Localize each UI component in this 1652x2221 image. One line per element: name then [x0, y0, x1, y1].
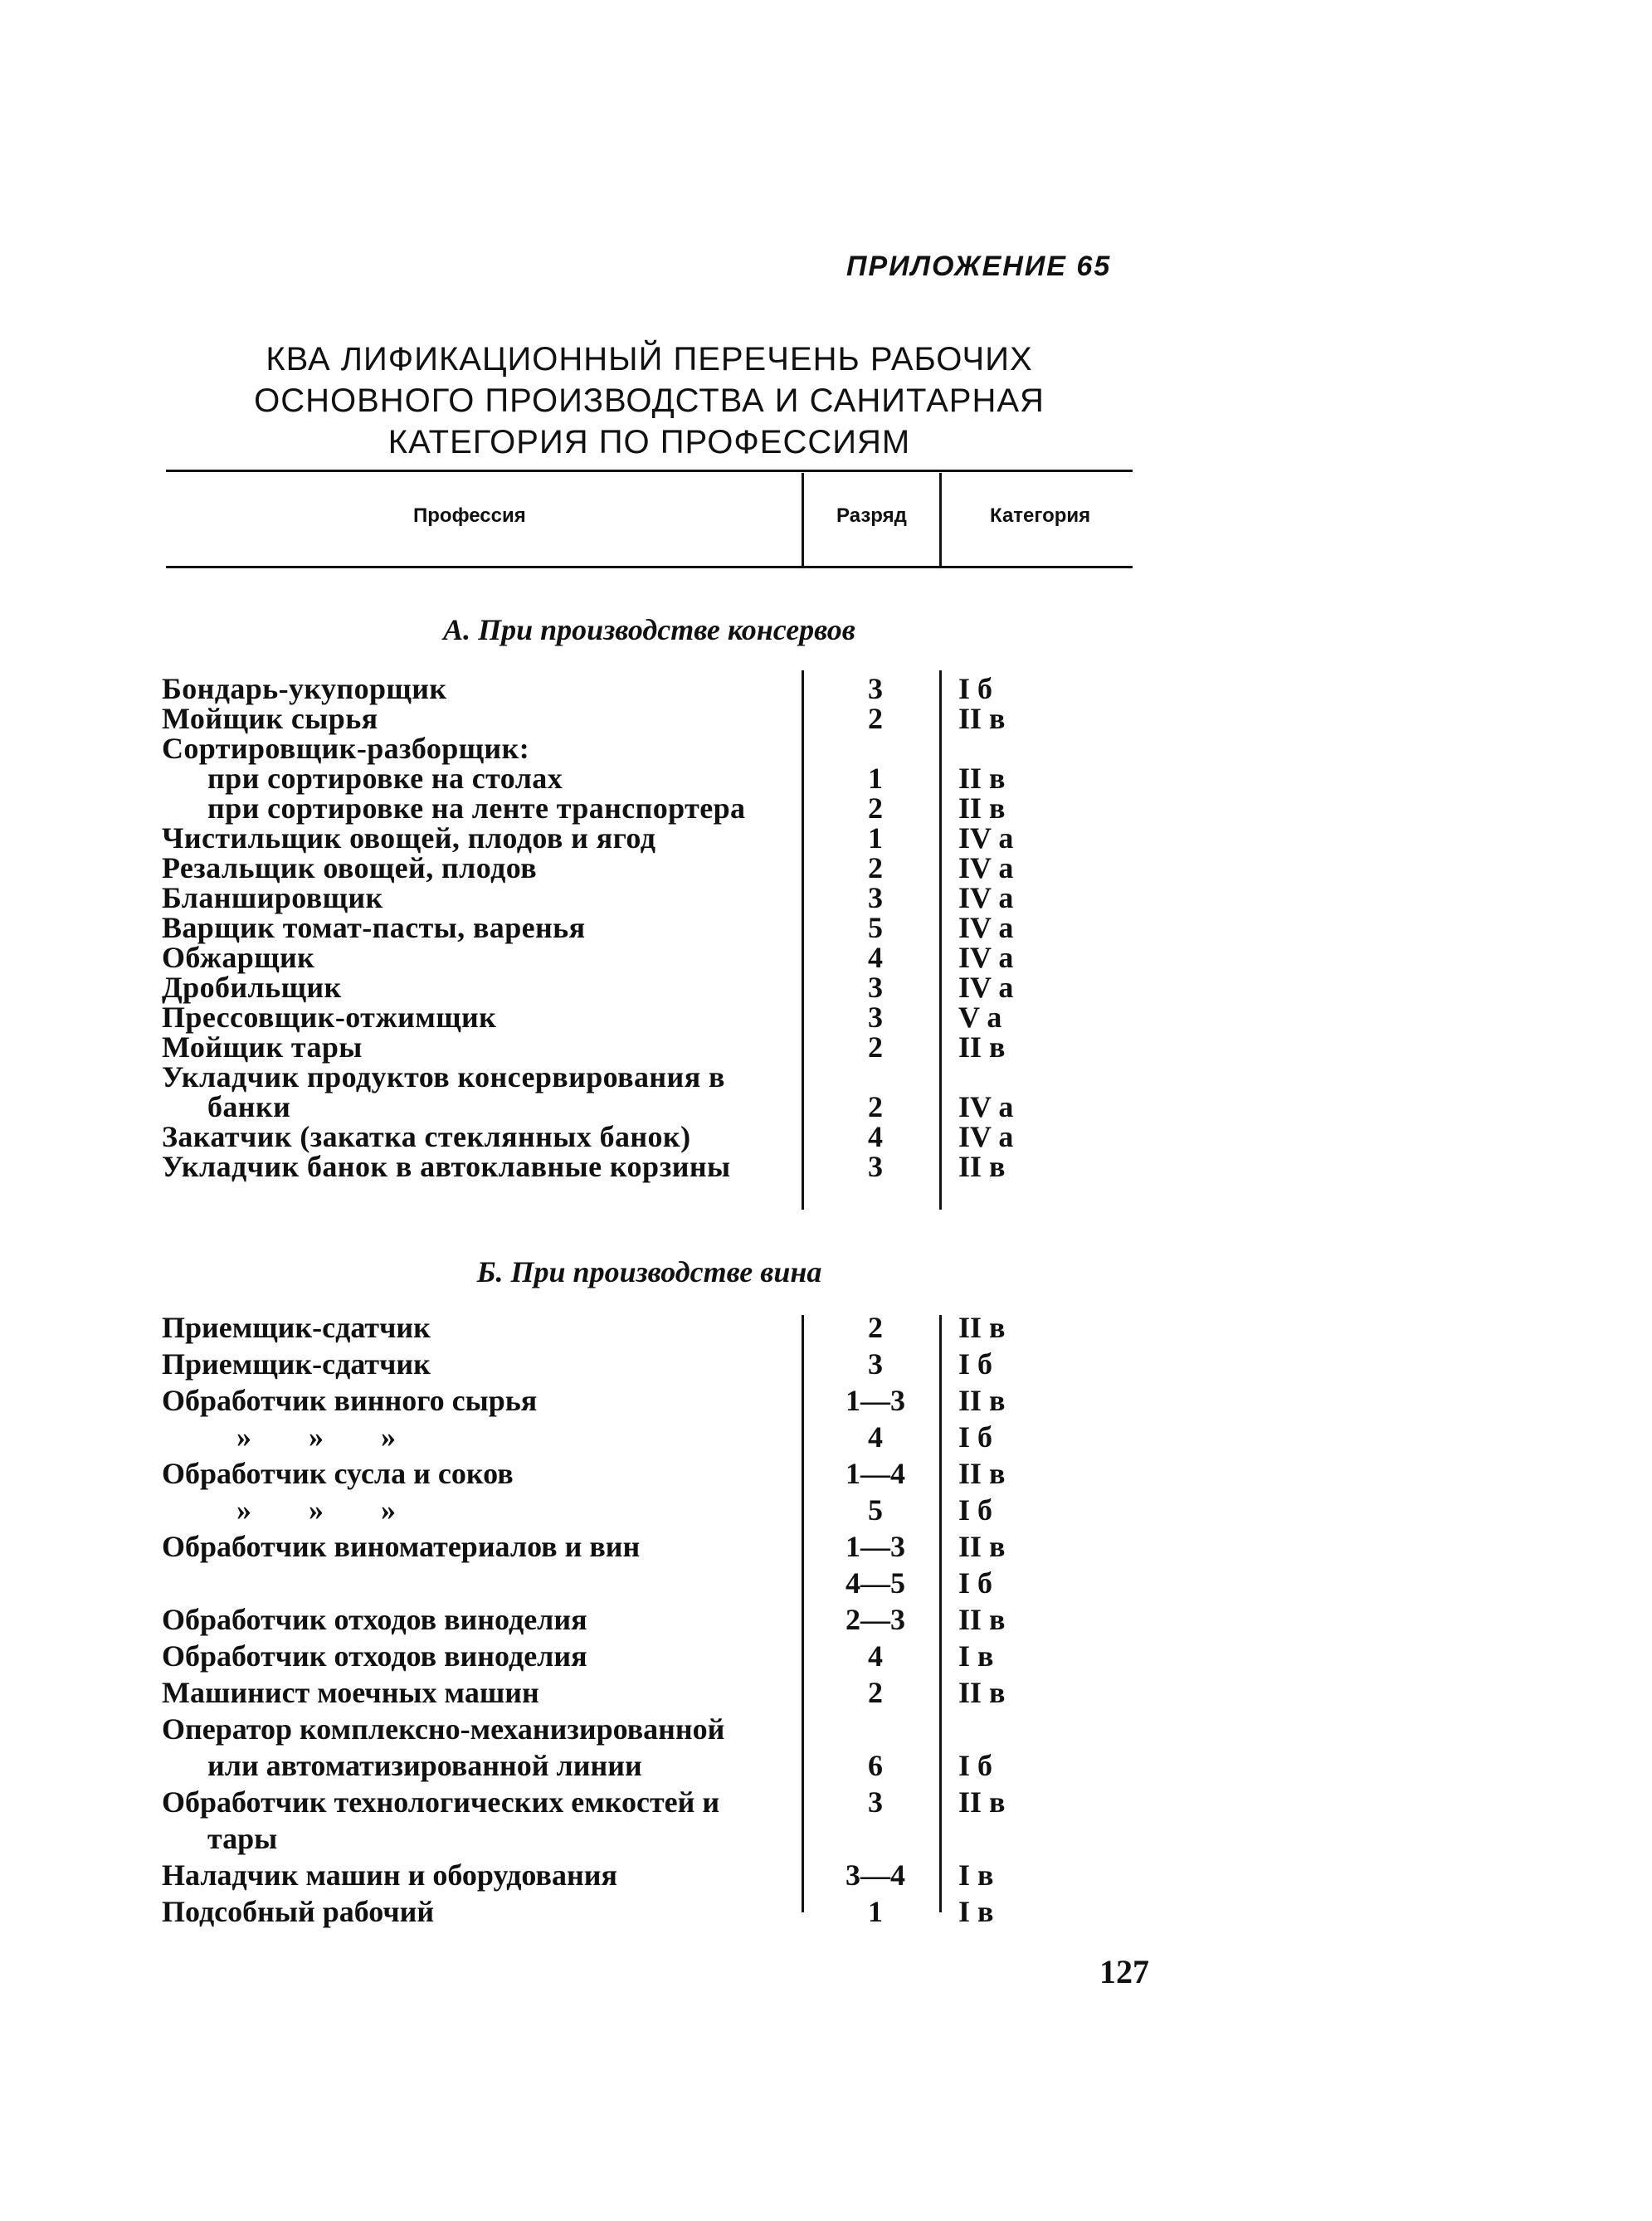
profession-name: или автоматизированной линии	[207, 1749, 642, 1782]
grade-value: 5	[868, 911, 883, 944]
grade-value: 2	[868, 1311, 883, 1344]
grade-value: 3	[868, 1150, 883, 1183]
profession-name: Мойщик тары	[162, 1030, 363, 1064]
table-row	[0, 763, 1652, 793]
category-value: II в	[958, 702, 1006, 735]
table-row	[0, 1605, 1652, 1641]
profession-name: Обработчик технологических емкостей и	[162, 1785, 720, 1819]
grade-value: 1—4	[845, 1457, 905, 1490]
category-value: II в	[958, 1150, 1006, 1183]
grade-value: 2—3	[845, 1603, 905, 1636]
grade-value: 1	[868, 1895, 883, 1928]
profession-name: при сортировке на столах	[207, 762, 563, 795]
category-value: IV а	[958, 941, 1014, 974]
grade-value: 1—3	[845, 1384, 905, 1417]
ditto-marks: » » »	[236, 1493, 396, 1527]
category-value: IV а	[958, 821, 1014, 855]
table-row	[0, 913, 1652, 942]
section-a-title: А. При производстве консервов	[443, 613, 855, 646]
category-value: II в	[958, 1030, 1006, 1064]
profession-name: Обработчик отходов виноделия	[162, 1603, 587, 1636]
category-value: IV а	[958, 1120, 1014, 1153]
profession-name: Приемщик-сдатчик	[162, 1311, 431, 1344]
category-value: I б	[958, 1493, 993, 1527]
table-row	[0, 1678, 1652, 1714]
profession-name: Обработчик виноматериалов и вин	[162, 1530, 641, 1563]
header-divider	[802, 473, 804, 566]
grade-value: 3	[868, 881, 883, 914]
section-b-rows	[0, 1313, 1652, 1933]
profession-name: Бондарь-укупорщик	[162, 672, 447, 705]
profession-name: при сортировке на ленте транспортера	[207, 791, 746, 825]
category-value: II в	[958, 1785, 1006, 1819]
header-divider	[939, 473, 942, 566]
grade-value: 4—5	[845, 1566, 905, 1600]
category-value: I б	[958, 1420, 993, 1454]
grade-value: 5	[868, 1493, 883, 1527]
appendix-label: ПРИЛОЖЕНИЕ 65	[846, 251, 1112, 282]
grade-value: 2	[868, 1676, 883, 1709]
category-value: II в	[958, 1457, 1006, 1490]
table-row	[0, 942, 1652, 972]
table-row	[0, 733, 1652, 763]
table-row	[0, 1002, 1652, 1032]
table-row	[0, 1714, 1652, 1751]
header-profession: Профессия	[413, 504, 526, 527]
ditto-marks: » » »	[236, 1420, 396, 1454]
header-grade: Разряд	[836, 504, 907, 527]
table-row	[0, 674, 1652, 704]
category-value: I б	[958, 1566, 993, 1600]
category-value: II в	[958, 791, 1006, 825]
title-line: КАТЕГОРИЯ ПО ПРОФЕССИЯМ	[387, 424, 911, 460]
category-value: II в	[958, 1384, 1006, 1417]
page-number: 127	[1099, 1953, 1149, 1990]
profession-name: Бланшировщик	[162, 881, 383, 914]
grade-value: 2	[868, 851, 883, 884]
profession-name: Обработчик винного сырья	[162, 1384, 538, 1417]
table-row	[0, 1032, 1652, 1062]
grade-value: 2	[868, 702, 883, 735]
grade-value: 2	[868, 1090, 883, 1123]
grade-value: 3	[868, 672, 883, 705]
profession-name: Машинист моечных машин	[162, 1676, 539, 1709]
profession-name: Сортировщик-разборщик:	[162, 732, 530, 765]
table-row	[0, 1459, 1652, 1495]
profession-name: Приемщик-сдатчик	[162, 1347, 431, 1381]
profession-name: Укладчик банок в автоклавные корзины	[162, 1150, 731, 1183]
grade-value: 1—3	[845, 1530, 905, 1563]
category-value: II в	[958, 762, 1006, 795]
table-row	[0, 1422, 1652, 1459]
grade-value: 3—4	[845, 1858, 905, 1892]
table-row	[0, 853, 1652, 883]
grade-value: 4	[868, 1120, 883, 1153]
profession-name: Закатчик (закатка стеклянных банок)	[162, 1120, 691, 1153]
grade-value: 3	[868, 1001, 883, 1034]
table-row	[0, 1568, 1652, 1605]
table-row	[0, 1641, 1652, 1678]
grade-value: 4	[868, 1420, 883, 1454]
title-line: КВА ЛИФИКАЦИОННЫЙ ПЕРЕЧЕНЬ РАБОЧИХ	[266, 341, 1033, 377]
table-row	[0, 823, 1652, 853]
profession-name: тары	[207, 1822, 278, 1855]
profession-name: Прессовщик-отжимщик	[162, 1001, 497, 1034]
profession-name: Обжарщик	[162, 941, 315, 974]
table-row	[0, 1787, 1652, 1824]
table-row	[0, 1092, 1652, 1122]
profession-name: Резальщик овощей, плодов	[162, 851, 538, 884]
profession-name: Чистильщик овощей, плодов и ягод	[162, 821, 656, 855]
grade-value: 2	[868, 791, 883, 825]
grade-value: 1	[868, 762, 883, 795]
category-value: IV а	[958, 1090, 1014, 1123]
category-value: I б	[958, 672, 993, 705]
table-row	[0, 704, 1652, 733]
profession-name: Оператор комплексно-механизированной	[162, 1712, 725, 1746]
grade-value: 2	[868, 1030, 883, 1064]
grade-value: 4	[868, 1639, 883, 1673]
table-row	[0, 1495, 1652, 1532]
table-row	[0, 1062, 1652, 1092]
grade-value: 3	[868, 1785, 883, 1819]
category-value: II в	[958, 1530, 1006, 1563]
category-value: IV а	[958, 971, 1014, 1004]
profession-name: Наладчик машин и оборудования	[162, 1858, 617, 1892]
category-value: V а	[958, 1001, 1002, 1034]
grade-value: 6	[868, 1749, 883, 1782]
grade-value: 1	[868, 821, 883, 855]
title-line: ОСНОВНОГО ПРОИЗВОДСТВА И САНИТАРНАЯ	[254, 382, 1045, 419]
table-row	[0, 1897, 1652, 1933]
profession-name: Мойщик сырья	[162, 702, 378, 735]
table-row	[0, 1313, 1652, 1349]
table-row	[0, 883, 1652, 913]
table-top-rule	[166, 470, 1133, 472]
grade-value: 3	[868, 1347, 883, 1381]
profession-name: Варщик томат-пасты, варенья	[162, 911, 586, 944]
profession-name: Подсобный рабочий	[162, 1895, 435, 1928]
grade-value: 3	[868, 971, 883, 1004]
profession-name: Дробильщик	[162, 971, 342, 1004]
document-title	[166, 339, 1133, 463]
profession-name: Обработчик сусла и соков	[162, 1457, 514, 1490]
profession-name: Обработчик отходов виноделия	[162, 1639, 587, 1673]
category-value: I в	[958, 1639, 994, 1673]
table-row	[0, 1824, 1652, 1860]
table-row	[0, 1860, 1652, 1897]
table-row	[0, 1152, 1652, 1181]
category-value: IV а	[958, 911, 1014, 944]
table-row	[0, 972, 1652, 1002]
category-value: I б	[958, 1749, 993, 1782]
table-header-rule	[166, 566, 1133, 568]
table-row	[0, 1532, 1652, 1568]
profession-name: банки	[207, 1090, 291, 1123]
category-value: II в	[958, 1311, 1006, 1344]
section-b-title: Б. При производстве вина	[476, 1255, 822, 1288]
table-row	[0, 1122, 1652, 1152]
category-value: I в	[958, 1858, 994, 1892]
table-row	[0, 793, 1652, 823]
category-value: II в	[958, 1676, 1006, 1709]
profession-name: Укладчик продуктов консервирования в	[162, 1060, 725, 1093]
table-row	[0, 1349, 1652, 1386]
grade-value: 4	[868, 941, 883, 974]
category-value: II в	[958, 1603, 1006, 1636]
category-value: IV а	[958, 851, 1014, 884]
category-value: I в	[958, 1895, 994, 1928]
table-row	[0, 1751, 1652, 1787]
table-row	[0, 1386, 1652, 1422]
category-value: IV а	[958, 881, 1014, 914]
header-category: Категория	[990, 504, 1091, 527]
category-value: I б	[958, 1347, 993, 1381]
section-a-rows	[0, 674, 1652, 1181]
